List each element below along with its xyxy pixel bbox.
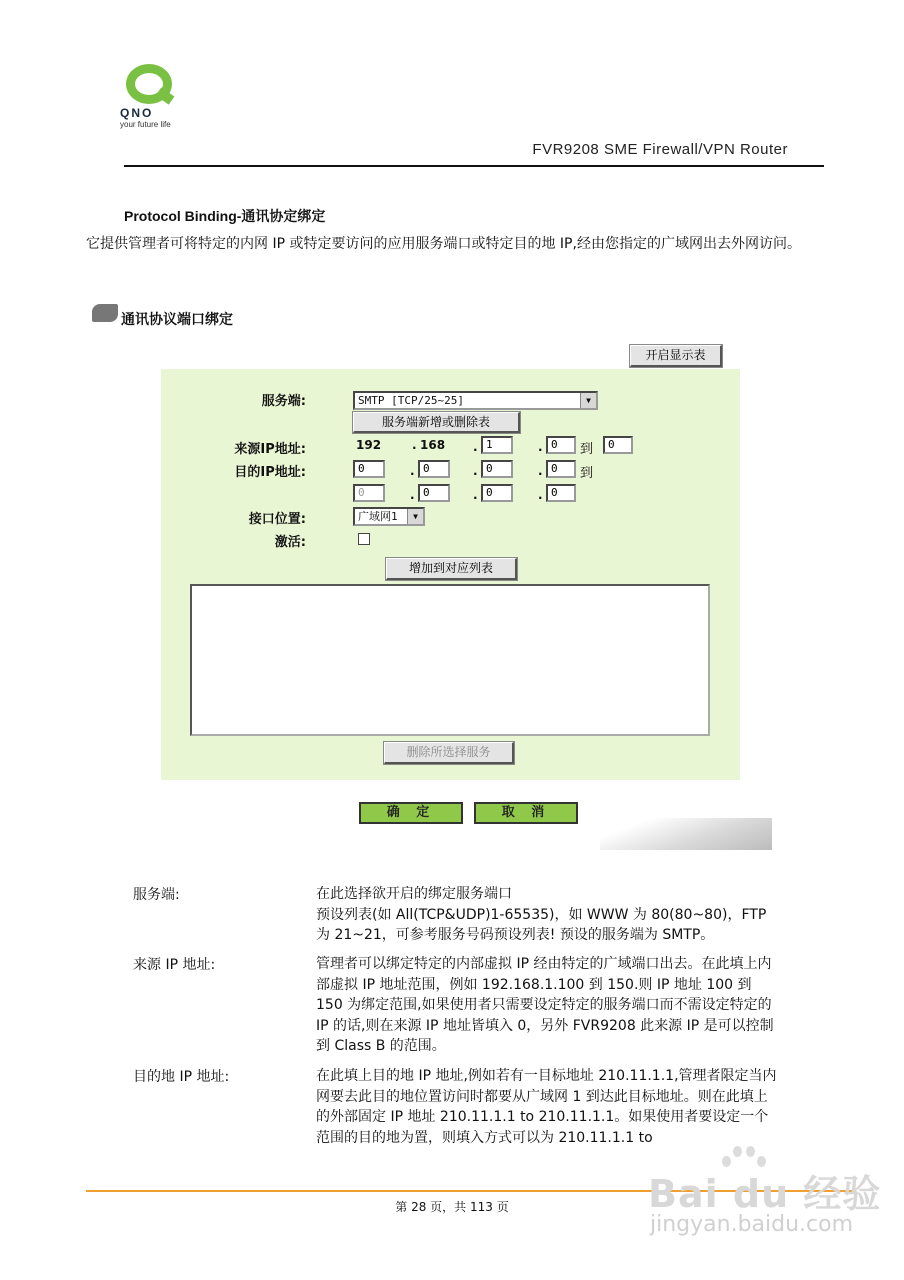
source-ip-octet2: 168: [420, 438, 446, 452]
dest-ip-end-octet1[interactable]: 0: [353, 484, 385, 502]
show-table-button[interactable]: 开启显示表: [630, 345, 722, 367]
to-label: 到: [580, 466, 594, 481]
dot-sep: .: [412, 438, 417, 452]
source-ip-octet1: 192: [356, 438, 382, 452]
dot-sep: .: [473, 488, 478, 502]
decorative-shadow: [600, 818, 772, 850]
source-ip-label: 来源IP地址:: [234, 442, 306, 457]
dest-ip-start-octet2[interactable]: 0: [418, 460, 450, 478]
watermark-logo: Bai du 经验: [648, 1172, 882, 1216]
source-ip-start-input[interactable]: 0: [546, 436, 576, 454]
section-intro: 它提供管理者可将特定的内网 IP 或特定要访问的应用服务端口或特定目的地 IP,经由您指定的广域网出去外网访问。: [86, 236, 801, 252]
panel-title-icon: [92, 304, 118, 322]
desc-term-service: 服务端:: [133, 887, 180, 903]
source-ip-octet3-input[interactable]: 1: [481, 436, 513, 454]
dest-ip-start-octet3[interactable]: 0: [481, 460, 513, 478]
dot-sep: .: [410, 488, 415, 502]
dest-ip-start-octet4[interactable]: 0: [546, 460, 576, 478]
desc-term-source-ip: 来源 IP 地址:: [133, 957, 216, 973]
chevron-down-icon: ▼: [407, 509, 423, 524]
dot-sep: .: [538, 488, 543, 502]
service-manage-button[interactable]: 服务端新增或删除表: [353, 412, 520, 433]
section-title: Protocol Binding-通讯协定绑定: [124, 208, 326, 224]
dot-sep: .: [473, 440, 478, 454]
page-number: 第 28 页，共 113 页: [395, 1200, 509, 1214]
desc-text-service: 在此选择欲开启的绑定服务端口 预设列表(如 All(TCP&UDP)1-65535)，如 WWW 为 80(80~80)，FTP 为 21~21，可参考服务号码预设列表! 预设的服务端为 SMTP。: [316, 886, 767, 943]
enable-checkbox[interactable]: [358, 533, 370, 545]
logo-q-icon: [126, 64, 172, 104]
header-divider: [124, 165, 824, 167]
add-to-list-button[interactable]: 增加到对应列表: [386, 558, 517, 580]
product-name: FVR9208 SME Firewall/VPN Router: [532, 141, 788, 158]
dest-ip-end-octet3[interactable]: 0: [481, 484, 513, 502]
desc-text-dest-ip: 在此填上目的地 IP 地址,例如若有一目标地址 210.11.1.1,管理者限定当内网要去此目的地位置访问时都要从广域网 1 到达此目标地址。则在此填上的外部固定 IP 地址 210.11.1.1 to 210.11.1.1。如果使用者要设定一个范围的目的地为置，则填入方式可以为 210.11.1.1 to: [316, 1068, 777, 1146]
panel-title: 通讯协议端口绑定: [121, 312, 233, 328]
interface-select[interactable]: [353, 507, 425, 526]
to-label: 到: [580, 442, 594, 457]
binding-listbox[interactable]: [190, 584, 710, 736]
interface-label: 接口位置:: [248, 512, 306, 527]
cancel-button[interactable]: 取 消: [474, 802, 578, 824]
dot-sep: .: [473, 464, 478, 478]
dest-ip-start-octet1[interactable]: 0: [353, 460, 385, 478]
watermark-url: jingyan.baidu.com: [650, 1212, 854, 1237]
delete-selected-button[interactable]: 删除所选择服务: [384, 742, 514, 764]
interface-selected-value: 广域网1: [358, 510, 398, 523]
logo-text: QNO: [120, 106, 154, 120]
chevron-down-icon: ▼: [580, 393, 596, 408]
desc-text-source-ip: 管理者可以绑定特定的内部虚拟 IP 经由特定的广域端口出去。在此填上内部虚拟 IP 地址范围，例如 192.168.1.100 到 150.则 IP 地址 100 到 150 为绑定范围,如果使用者只需要设定特定的服务端口而不需设定特定的 IP 的话,则在来源 IP 地址皆填入 0，另外 FVR9208 此来源 IP 是可以控制到 Class B 的范围。: [316, 956, 774, 1054]
service-select[interactable]: [353, 391, 598, 410]
dot-sep: .: [410, 464, 415, 478]
dot-sep: .: [538, 440, 543, 454]
dot-sep: .: [538, 464, 543, 478]
logo-tagline: your future life: [120, 120, 171, 129]
qno-logo: [118, 64, 188, 134]
dest-ip-end-octet4[interactable]: 0: [546, 484, 576, 502]
service-label: 服务端:: [261, 394, 306, 409]
ok-button[interactable]: 确 定: [359, 802, 463, 824]
service-selected-value: SMTP [TCP/25~25]: [358, 394, 464, 407]
source-ip-end-input[interactable]: 0: [603, 436, 633, 454]
desc-term-dest-ip: 目的地 IP 地址:: [133, 1069, 230, 1085]
dest-ip-label: 目的IP地址:: [234, 465, 306, 480]
dest-ip-end-octet2[interactable]: 0: [418, 484, 450, 502]
enable-label: 激活:: [274, 535, 306, 550]
